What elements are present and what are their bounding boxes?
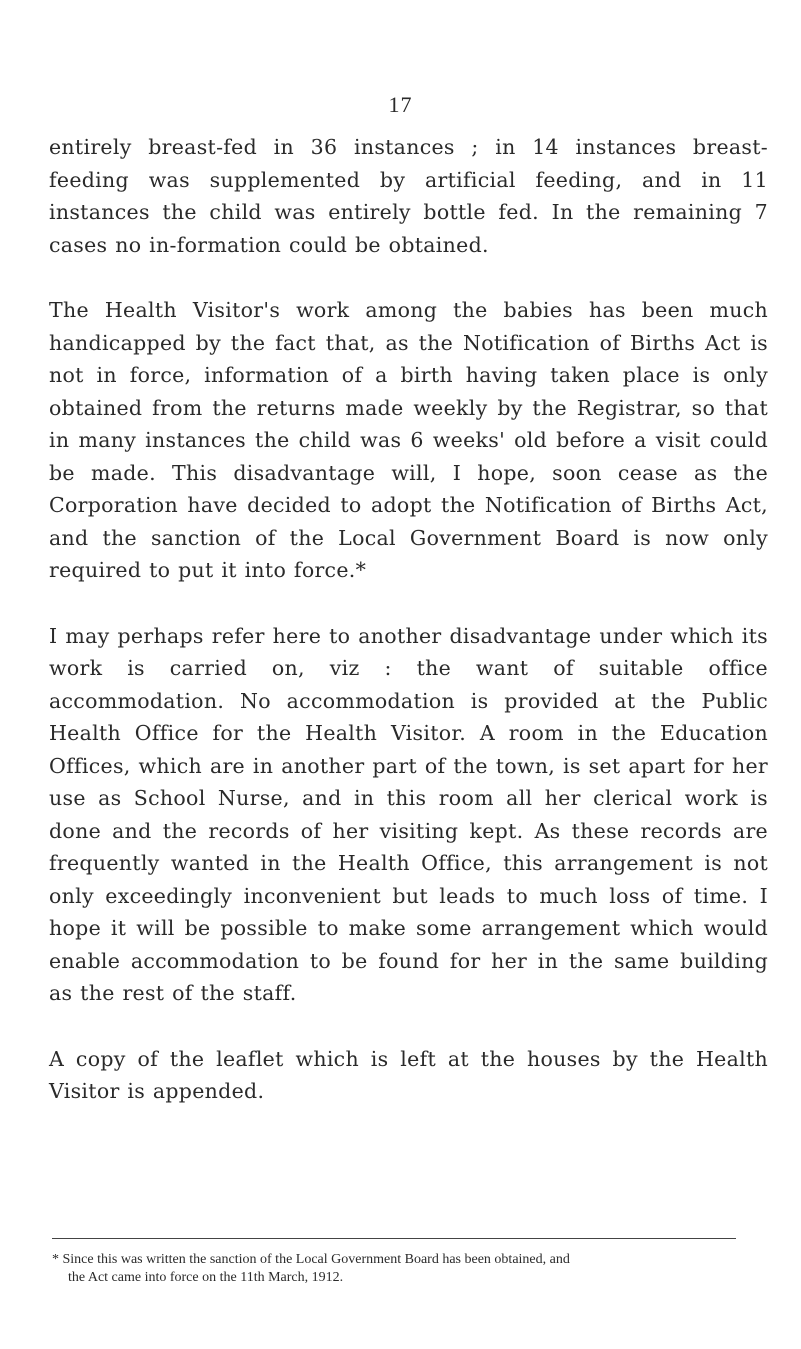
body-text [49,131,768,1141]
footnote [52,1251,742,1287]
page-number: 17 [388,92,413,117]
footnote-divider [52,1238,736,1239]
paragraph-feeding-statistics: entirely breast-fed in 36 instances ; in 14 instances breast-feeding was supplemented by artificial feeding, and in 11 instances the child was entirely bottle fed. In the remaining 7 cases no in-formation could be obtained. [49,135,768,257]
footnote-line-1: * Since this was written the sanction of the Local Government Board has been obtained, and [52,1252,570,1267]
paragraph-office-accommodation: I may perhaps refer here to another disadvantage under which its work is carried on, viz : the want of suitable office accommodation. No accommodation is provided at the Public Health Office for the Health Visitor. A room in the Education Offices, which are in another part of the town, is set apart for her use as School Nurse, and in this room all her clerical work is done and the records of her visiting kept. As these records are frequently wanted in the Health Office, this arrangement is not only exceedingly inconvenient but leads to much loss of time. I hope it will be possible to make some arrangement which would enable accommodation to be found for her in the same building as the rest of the staff. [49,623,768,1005]
paragraph-health-visitor-work: The Health Visitor's work among the babies has been much handicapped by the fact that, as the Notification of Births Act is not in force, information of a birth having taken place is only obtained from the returns made weekly by the Registrar, so that in many instances the child was 6 weeks' old before a visit could be made. This disadvantage will, I hope, soon cease as the Corporation have decided to adopt the Notification of Births Act, and the sanction of the Local Government Board is now only required to put it into force.* [49,298,768,582]
footnote-line-2: the Act came into force on the 11th March, 1912. [68,1270,344,1285]
paragraph-leaflet: A copy of the leaflet which is left at the houses by the Health Visitor is appended. [49,1046,768,1103]
